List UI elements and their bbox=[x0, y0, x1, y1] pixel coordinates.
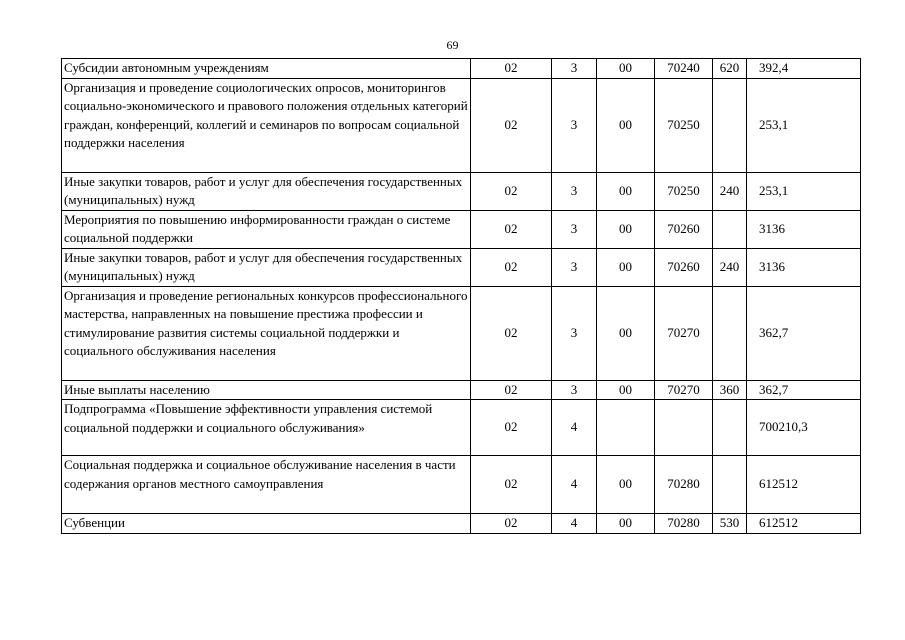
row-program: 4 bbox=[552, 456, 597, 514]
row-program: 4 bbox=[552, 514, 597, 534]
row-program: 3 bbox=[552, 248, 597, 286]
page-number: 69 bbox=[446, 38, 459, 52]
row-subprogram: 00 bbox=[597, 380, 655, 400]
row-section: 02 bbox=[471, 286, 552, 380]
row-expense-type: 240 bbox=[713, 248, 747, 286]
row-subprogram: 00 bbox=[597, 248, 655, 286]
row-name: Иные закупки товаров, работ и услуг для обеспечения государственных (муниципальных) нужд bbox=[62, 248, 471, 286]
row-amount: 253,1 bbox=[747, 78, 861, 172]
row-article: 70260 bbox=[655, 210, 713, 248]
row-amount: 392,4 bbox=[747, 59, 861, 79]
row-program: 4 bbox=[552, 400, 597, 456]
row-amount: 3136 bbox=[747, 248, 861, 286]
row-section: 02 bbox=[471, 456, 552, 514]
row-amount: 700210,3 bbox=[747, 400, 861, 456]
row-amount: 362,7 bbox=[747, 380, 861, 400]
table-row bbox=[62, 514, 861, 534]
row-amount: 3136 bbox=[747, 210, 861, 248]
table-row bbox=[62, 59, 861, 79]
row-amount: 612512 bbox=[747, 514, 861, 534]
row-section: 02 bbox=[471, 59, 552, 79]
row-section: 02 bbox=[471, 248, 552, 286]
row-expense-type bbox=[713, 210, 747, 248]
row-program: 3 bbox=[552, 172, 597, 210]
row-subprogram: 00 bbox=[597, 514, 655, 534]
row-expense-type bbox=[713, 78, 747, 172]
row-expense-type: 360 bbox=[713, 380, 747, 400]
row-name: Иные выплаты населению bbox=[62, 380, 471, 400]
row-article: 70280 bbox=[655, 456, 713, 514]
row-amount: 362,7 bbox=[747, 286, 861, 380]
row-program: 3 bbox=[552, 286, 597, 380]
row-name: Социальная поддержка и социальное обслуживание населения в части содержания органов местного самоуправления bbox=[62, 456, 471, 514]
row-subprogram: 00 bbox=[597, 78, 655, 172]
row-subprogram: 00 bbox=[597, 286, 655, 380]
row-article: 70270 bbox=[655, 380, 713, 400]
table-row bbox=[62, 380, 861, 400]
row-article: 70250 bbox=[655, 78, 713, 172]
row-section: 02 bbox=[471, 172, 552, 210]
row-section: 02 bbox=[471, 400, 552, 456]
row-expense-type: 240 bbox=[713, 172, 747, 210]
row-section: 02 bbox=[471, 78, 552, 172]
row-name: Организация и проведение региональных конкурсов профессионального мастерства, направленных на повышение престижа профессии и стимулирование развития системы социальной поддержки и социального обслуживания населения bbox=[62, 286, 471, 380]
table-row bbox=[62, 78, 861, 172]
row-subprogram: 00 bbox=[597, 210, 655, 248]
row-section: 02 bbox=[471, 210, 552, 248]
row-subprogram: 00 bbox=[597, 59, 655, 79]
table-row bbox=[62, 248, 861, 286]
row-article: 70240 bbox=[655, 59, 713, 79]
row-name: Иные закупки товаров, работ и услуг для обеспечения государственных (муниципальных) нужд bbox=[62, 172, 471, 210]
row-program: 3 bbox=[552, 210, 597, 248]
row-name: Субвенции bbox=[62, 514, 471, 534]
table-row bbox=[62, 400, 861, 456]
budget-table bbox=[61, 58, 861, 534]
row-expense-type bbox=[713, 286, 747, 380]
row-amount: 612512 bbox=[747, 456, 861, 514]
row-subprogram bbox=[597, 400, 655, 456]
row-program: 3 bbox=[552, 380, 597, 400]
table-row bbox=[62, 210, 861, 248]
table-row bbox=[62, 456, 861, 514]
row-name: Организация и проведение социологических опросов, мониторингов социально-экономического и правового положения отдельных категорий граждан, конференций, коллегий и семинаров по вопросам социальной поддержки населения bbox=[62, 78, 471, 172]
row-name: Подпрограмма «Повышение эффективности управления системой социальной поддержки и социального обслуживания» bbox=[62, 400, 471, 456]
row-expense-type: 620 bbox=[713, 59, 747, 79]
row-article: 70280 bbox=[655, 514, 713, 534]
row-program: 3 bbox=[552, 78, 597, 172]
row-name: Субсидии автономным учреждениям bbox=[62, 59, 471, 79]
row-expense-type: 530 bbox=[713, 514, 747, 534]
row-section: 02 bbox=[471, 380, 552, 400]
row-article bbox=[655, 400, 713, 456]
row-article: 70250 bbox=[655, 172, 713, 210]
row-name: Мероприятия по повышению информированности граждан о системе социальной поддержки bbox=[62, 210, 471, 248]
table-row bbox=[62, 286, 861, 380]
row-section: 02 bbox=[471, 514, 552, 534]
row-article: 70260 bbox=[655, 248, 713, 286]
row-program: 3 bbox=[552, 59, 597, 79]
table-row bbox=[62, 172, 861, 210]
row-amount: 253,1 bbox=[747, 172, 861, 210]
row-subprogram: 00 bbox=[597, 456, 655, 514]
row-subprogram: 00 bbox=[597, 172, 655, 210]
row-article: 70270 bbox=[655, 286, 713, 380]
row-expense-type bbox=[713, 456, 747, 514]
row-expense-type bbox=[713, 400, 747, 456]
